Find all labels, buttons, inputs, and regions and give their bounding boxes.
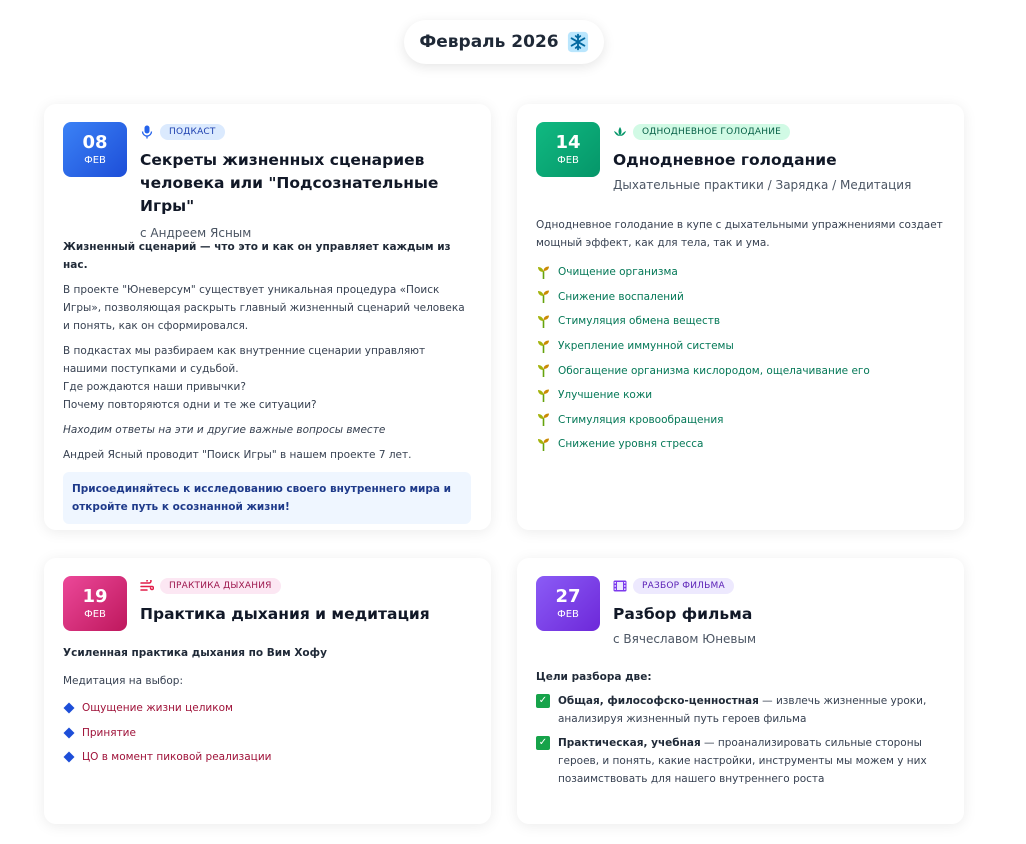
category-tag: ПРАКТИКА ДЫХАНИЯ xyxy=(160,578,281,594)
event-host: с Андреем Ясным xyxy=(140,226,252,240)
sprout-icon xyxy=(536,363,551,378)
sprout-icon xyxy=(536,388,551,403)
call-to-action: Присоединяйтесь к исследованию своего внутреннего мира и откройте путь к осознанной жизни! xyxy=(63,472,471,524)
goal-bold: Общая, философско-ценностная xyxy=(558,695,759,707)
list-item xyxy=(536,432,944,457)
list-item-label: Улучшение кожи xyxy=(558,389,653,402)
category-tag: РАЗБОР ФИЛЬМА xyxy=(633,578,734,594)
list-item xyxy=(536,260,944,285)
paragraph: Андрей Ясный проводит "Поиск Игры" в нашем проекте 7 лет. xyxy=(63,449,412,461)
list-item-label: Снижение воспалений xyxy=(558,290,684,303)
date-badge xyxy=(536,576,600,631)
event-card-film xyxy=(517,558,964,824)
category-tag: ПОДКАСТ xyxy=(160,124,225,140)
date-month: ФЕВ xyxy=(84,155,106,166)
list-item-label: Обогащение организма кислородом, ощелачивание его xyxy=(558,364,870,377)
date-day: 19 xyxy=(82,586,108,607)
goal-item xyxy=(536,734,944,788)
diamond-icon xyxy=(63,751,75,763)
event-card-podcast xyxy=(44,104,491,530)
event-title: Однодневное голодание xyxy=(613,151,837,169)
event-description xyxy=(536,216,944,457)
date-badge xyxy=(63,576,127,631)
event-description xyxy=(63,644,471,770)
list-item-label: Очищение организма xyxy=(558,266,678,279)
paragraph xyxy=(63,342,471,414)
snowflake-icon xyxy=(567,31,589,53)
event-title: Практика дыхания и медитация xyxy=(140,605,430,623)
event-card-breathing xyxy=(44,558,491,824)
event-title: Секреты жизненных сценариев человека или "Подсознательные Игры" xyxy=(140,151,439,215)
paragraph: В проекте "Юневерсум" существует уникальная процедура «Поиск Игры», позволяющая раскрыть главный жизненный сценарий человека и понять, как он сформировался. xyxy=(63,284,465,332)
event-subtitle: Дыхательные практики / Зарядка / Медитация xyxy=(613,178,912,192)
list-item xyxy=(63,745,471,770)
goal-bold: Практическая, учебная xyxy=(558,737,701,749)
intro-text: Усиленная практика дыхания по Вим Хофу xyxy=(63,647,327,659)
goal-item xyxy=(536,692,944,728)
meditation-list xyxy=(63,696,471,770)
date-day: 08 xyxy=(82,132,108,153)
goal-desc: — проанализировать сильные стороны героев, и понять, какие настройки, инструменты мы можем у них позаимствовать для нашего внутреннего роста xyxy=(558,737,927,785)
list-item xyxy=(536,358,944,383)
list-item xyxy=(63,721,471,746)
date-badge xyxy=(63,122,127,177)
month-header xyxy=(404,20,604,64)
list-item-label: Стимуляция кровообращения xyxy=(558,413,724,426)
goal-text xyxy=(558,734,944,788)
month-title: Февраль 2026 xyxy=(419,32,559,52)
date-month: ФЕВ xyxy=(84,609,106,620)
list-item xyxy=(536,408,944,433)
date-day: 14 xyxy=(555,132,581,153)
event-card-fasting xyxy=(517,104,964,530)
goal-text xyxy=(558,692,944,728)
diamond-icon xyxy=(63,702,75,714)
sprout-icon xyxy=(536,289,551,304)
goals-title: Цели разбора две: xyxy=(536,671,652,683)
sprout-icon xyxy=(536,314,551,329)
list-item-label: ЦО в момент пиковой реализации xyxy=(82,751,272,764)
date-month: ФЕВ xyxy=(557,609,579,620)
list-item-label: Принятие xyxy=(82,726,136,739)
paragraph: Находим ответы на эти и другие важные вопросы вместе xyxy=(63,424,386,436)
date-month: ФЕВ xyxy=(557,155,579,166)
list-item xyxy=(536,309,944,334)
choice-label: Медитация на выбор: xyxy=(63,675,183,687)
sprout-icon xyxy=(536,412,551,427)
event-title: Разбор фильма xyxy=(613,605,753,623)
list-item-label: Снижение уровня стресса xyxy=(558,438,704,451)
list-item xyxy=(536,383,944,408)
check-icon: ✓ xyxy=(536,736,550,750)
list-item xyxy=(536,334,944,359)
microphone-icon xyxy=(140,125,154,139)
paragraph-line: В подкастах мы разбираем как внутренние сценарии управляют нашими поступками и судьбой. xyxy=(63,345,426,375)
category-tag: ОДНОДНЕВНОЕ ГОЛОДАНИЕ xyxy=(633,124,790,140)
event-description xyxy=(63,238,471,524)
sprout-icon xyxy=(536,339,551,354)
list-item-label: Стимуляция обмена веществ xyxy=(558,315,721,328)
sprout-icon xyxy=(536,437,551,452)
paragraph-line: Где рождаются наши привычки? xyxy=(63,381,246,393)
check-icon: ✓ xyxy=(536,694,550,708)
list-item xyxy=(536,285,944,310)
list-item-label: Ощущение жизни целиком xyxy=(82,702,233,715)
benefits-list xyxy=(536,260,944,457)
list-item xyxy=(63,696,471,721)
event-description xyxy=(536,668,944,794)
lotus-icon xyxy=(613,125,627,139)
list-item-label: Укрепление иммунной системы xyxy=(558,340,734,353)
date-day: 27 xyxy=(555,586,581,607)
diamond-icon xyxy=(63,727,75,739)
film-icon xyxy=(613,579,627,593)
paragraph-line: Почему повторяются одни и те же ситуации? xyxy=(63,399,317,411)
sprout-icon xyxy=(536,265,551,280)
date-badge xyxy=(536,122,600,177)
intro-text: Однодневное голодание в купе с дыхательными упражнениями создает мощный эффект, как для тела, так и ума. xyxy=(536,219,943,249)
wind-icon xyxy=(140,579,154,593)
goal-desc: — извлечь жизненные уроки, анализируя жизненный путь героев фильма xyxy=(558,695,927,725)
intro-text: Жизненный сценарий — что это и как он управляет каждым из нас. xyxy=(63,241,451,271)
event-host: с Вячеславом Юневым xyxy=(613,632,757,646)
